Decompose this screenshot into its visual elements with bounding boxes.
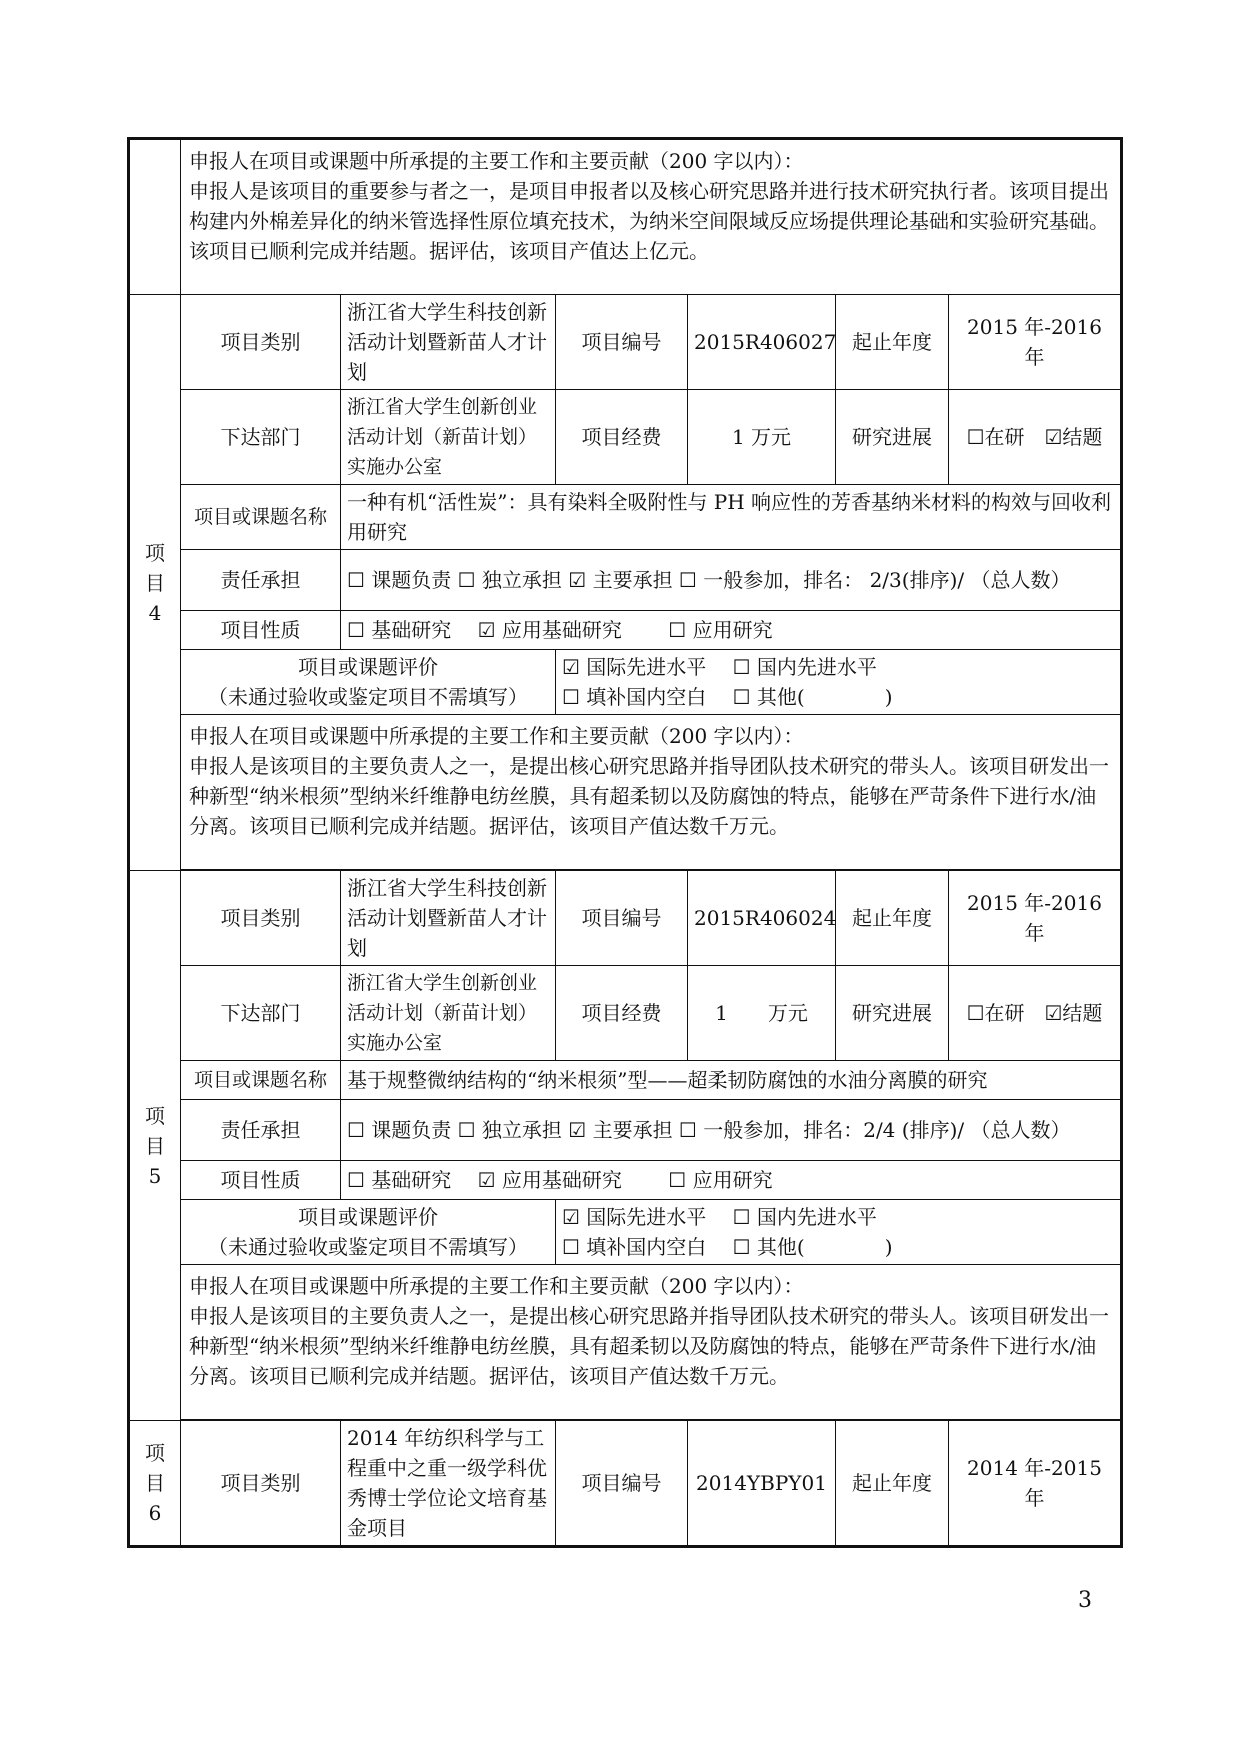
p4-eval-options-a: ☑ 国际先进水平 ☐ 国内先进水平 <box>562 655 877 679</box>
p5-years-value: 2015 年-2016 年 <box>949 871 1122 966</box>
p4-number-value: 2015R406027 <box>688 295 836 390</box>
p4-contrib-text: 申报人是该项目的主要负责人之一，是提出核心研究思路并指导团队技术研究的带头人。该项目研发出一种新型“纳米根须”型纳米纤维静电纺丝膜，具有超柔韧以及防腐蚀的特点，能够在严苛条件下进行水/油分离。该项目已顺利完成并结题。据评估，该项目产值达数千万元。 <box>189 754 1109 838</box>
p5-progress-label: 研究进展 <box>836 966 949 1061</box>
section1-contrib-cell <box>181 139 1122 295</box>
section1-contrib-header: 申报人在项目或课题中所承提的主要工作和主要贡献（200 字以内）： <box>189 149 804 173</box>
p4-row-contrib <box>129 715 1122 870</box>
p5-name-label: 项目或课题名称 <box>181 1061 341 1100</box>
p5-side-label: 项 目 5 <box>129 871 181 1421</box>
section1-contrib-text: 申报人是该项目的重要参与者之一，是项目申报者以及核心研究思路并进行技术研究执行者。该项目提出构建内外棉差异化的纳米管选择性原位填充技术，为纳米空间限域反应场提供理论基础和实验研究基础。该项目已顺利完成并结题。据评估，该项目产值达上亿元。 <box>189 179 1109 263</box>
p4-contrib-cell <box>181 715 1122 870</box>
p4-eval-value <box>556 650 1122 715</box>
p4-responsibility-value: ☐ 课题负责 ☐ 独立承担 ☑ 主要承担 ☐ 一般参加，排名： 2/3(排序)/ （总人数） <box>341 550 1122 611</box>
p4-progress-label: 研究进展 <box>836 390 949 485</box>
p6-years-value: 2014 年-2015 年 <box>949 1421 1122 1547</box>
p5-nature-value: ☐ 基础研究 ☑ 应用基础研究 ☐ 应用研究 <box>341 1161 1122 1200</box>
p6-row-category <box>129 1421 1122 1547</box>
section1-contrib-row <box>129 139 1122 295</box>
p4-dept-label: 下达部门 <box>181 390 341 485</box>
p5-eval-options-b: ☐ 填补国内空白 ☐ 其他( ) <box>562 1235 893 1259</box>
p4-responsibility-label: 责任承担 <box>181 550 341 611</box>
p4-years-label: 起止年度 <box>836 295 949 390</box>
p4-eval-options-b: ☐ 填补国内空白 ☐ 其他( ) <box>562 685 893 709</box>
p4-contrib-header: 申报人在项目或课题中所承提的主要工作和主要贡献（200 字以内）： <box>189 724 804 748</box>
p5-row-contrib <box>129 1265 1122 1420</box>
section1-side-cell <box>129 139 181 295</box>
p4-eval-label: 项目或课题评价 （未通过验收或鉴定项目不需填写） <box>181 650 556 715</box>
p4-progress-value: ☐在研 ☑结题 <box>949 390 1122 485</box>
p5-responsibility-label: 责任承担 <box>181 1100 341 1161</box>
p5-number-label: 项目编号 <box>556 871 688 966</box>
p5-dept-label: 下达部门 <box>181 966 341 1061</box>
p6-number-value: 2014YBPY01 <box>688 1421 836 1547</box>
p4-category-label: 项目类别 <box>181 295 341 390</box>
p5-category-label: 项目类别 <box>181 871 341 966</box>
p6-number-label: 项目编号 <box>556 1421 688 1547</box>
p6-category-value: 2014 年纺织科学与工程重中之重一级学科优秀博士学位论文培育基金项目 <box>341 1421 556 1547</box>
p5-responsibility-value: ☐ 课题负责 ☐ 独立承担 ☑ 主要承担 ☐ 一般参加，排名：2/4 (排序)/ （总人数） <box>341 1100 1122 1161</box>
page-number: 3 <box>1078 1588 1092 1613</box>
p4-row-dept <box>129 390 1122 485</box>
p4-row-eval <box>129 650 1122 715</box>
p5-row-eval <box>129 1200 1122 1265</box>
p4-row-name <box>129 485 1122 550</box>
p5-eval-value <box>556 1200 1122 1265</box>
p5-row-category <box>129 871 1122 966</box>
p5-progress-value: ☐在研 ☑结题 <box>949 966 1122 1061</box>
p5-contrib-text: 申报人是该项目的主要负责人之一，是提出核心研究思路并指导团队技术研究的带头人。该项目研发出一种新型“纳米根须”型纳米纤维静电纺丝膜，具有超柔韧以及防腐蚀的特点，能够在严苛条件下进行水/油分离。该项目已顺利完成并结题。据评估，该项目产值达数千万元。 <box>189 1304 1109 1388</box>
p4-row-nature <box>129 611 1122 650</box>
p5-number-value: 2015R406024 <box>688 871 836 966</box>
p4-category-value: 浙江省大学生科技创新活动计划暨新苗人才计划 <box>341 295 556 390</box>
p4-row-category <box>129 295 1122 390</box>
p4-nature-label: 项目性质 <box>181 611 341 650</box>
p4-name-label: 项目或课题名称 <box>181 485 341 550</box>
p6-years-label: 起止年度 <box>836 1421 949 1547</box>
p5-nature-label: 项目性质 <box>181 1161 341 1200</box>
p4-number-label: 项目编号 <box>556 295 688 390</box>
p4-side-label: 项 目 4 <box>129 295 181 871</box>
p5-contrib-header: 申报人在项目或课题中所承提的主要工作和主要贡献（200 字以内）： <box>189 1274 804 1298</box>
p4-years-value: 2015 年-2016 年 <box>949 295 1122 390</box>
p6-category-label: 项目类别 <box>181 1421 341 1547</box>
p4-name-value: 一种有机“活性炭”：具有染料全吸附性与 PH 响应性的芳香基纳米材料的构效与回收利用研究 <box>341 485 1122 550</box>
p4-row-responsibility <box>129 550 1122 611</box>
p5-eval-options-a: ☑ 国际先进水平 ☐ 国内先进水平 <box>562 1205 877 1229</box>
p5-row-nature <box>129 1161 1122 1200</box>
p5-dept-value: 浙江省大学生创新创业活动计划（新苗计划）实施办公室 <box>341 966 556 1061</box>
p5-category-value: 浙江省大学生科技创新活动计划暨新苗人才计划 <box>341 871 556 966</box>
p5-row-responsibility <box>129 1100 1122 1161</box>
p6-side-label: 项 目 6 <box>129 1421 181 1547</box>
p4-nature-value: ☐ 基础研究 ☑ 应用基础研究 ☐ 应用研究 <box>341 611 1122 650</box>
p5-funds-label: 项目经费 <box>556 966 688 1061</box>
p5-row-name <box>129 1061 1122 1100</box>
p4-funds-value: 1 万元 <box>688 390 836 485</box>
p5-row-dept <box>129 966 1122 1061</box>
p5-name-value: 基于规整微纳结构的“纳米根须”型——超柔韧防腐蚀的水油分离膜的研究 <box>341 1061 1122 1100</box>
p5-contrib-cell <box>181 1265 1122 1420</box>
p4-dept-value: 浙江省大学生创新创业活动计划（新苗计划）实施办公室 <box>341 390 556 485</box>
project-table <box>127 137 1123 1548</box>
p5-funds-value: 1 万元 <box>688 966 836 1061</box>
p4-funds-label: 项目经费 <box>556 390 688 485</box>
p5-eval-label: 项目或课题评价 （未通过验收或鉴定项目不需填写） <box>181 1200 556 1265</box>
p5-years-label: 起止年度 <box>836 871 949 966</box>
